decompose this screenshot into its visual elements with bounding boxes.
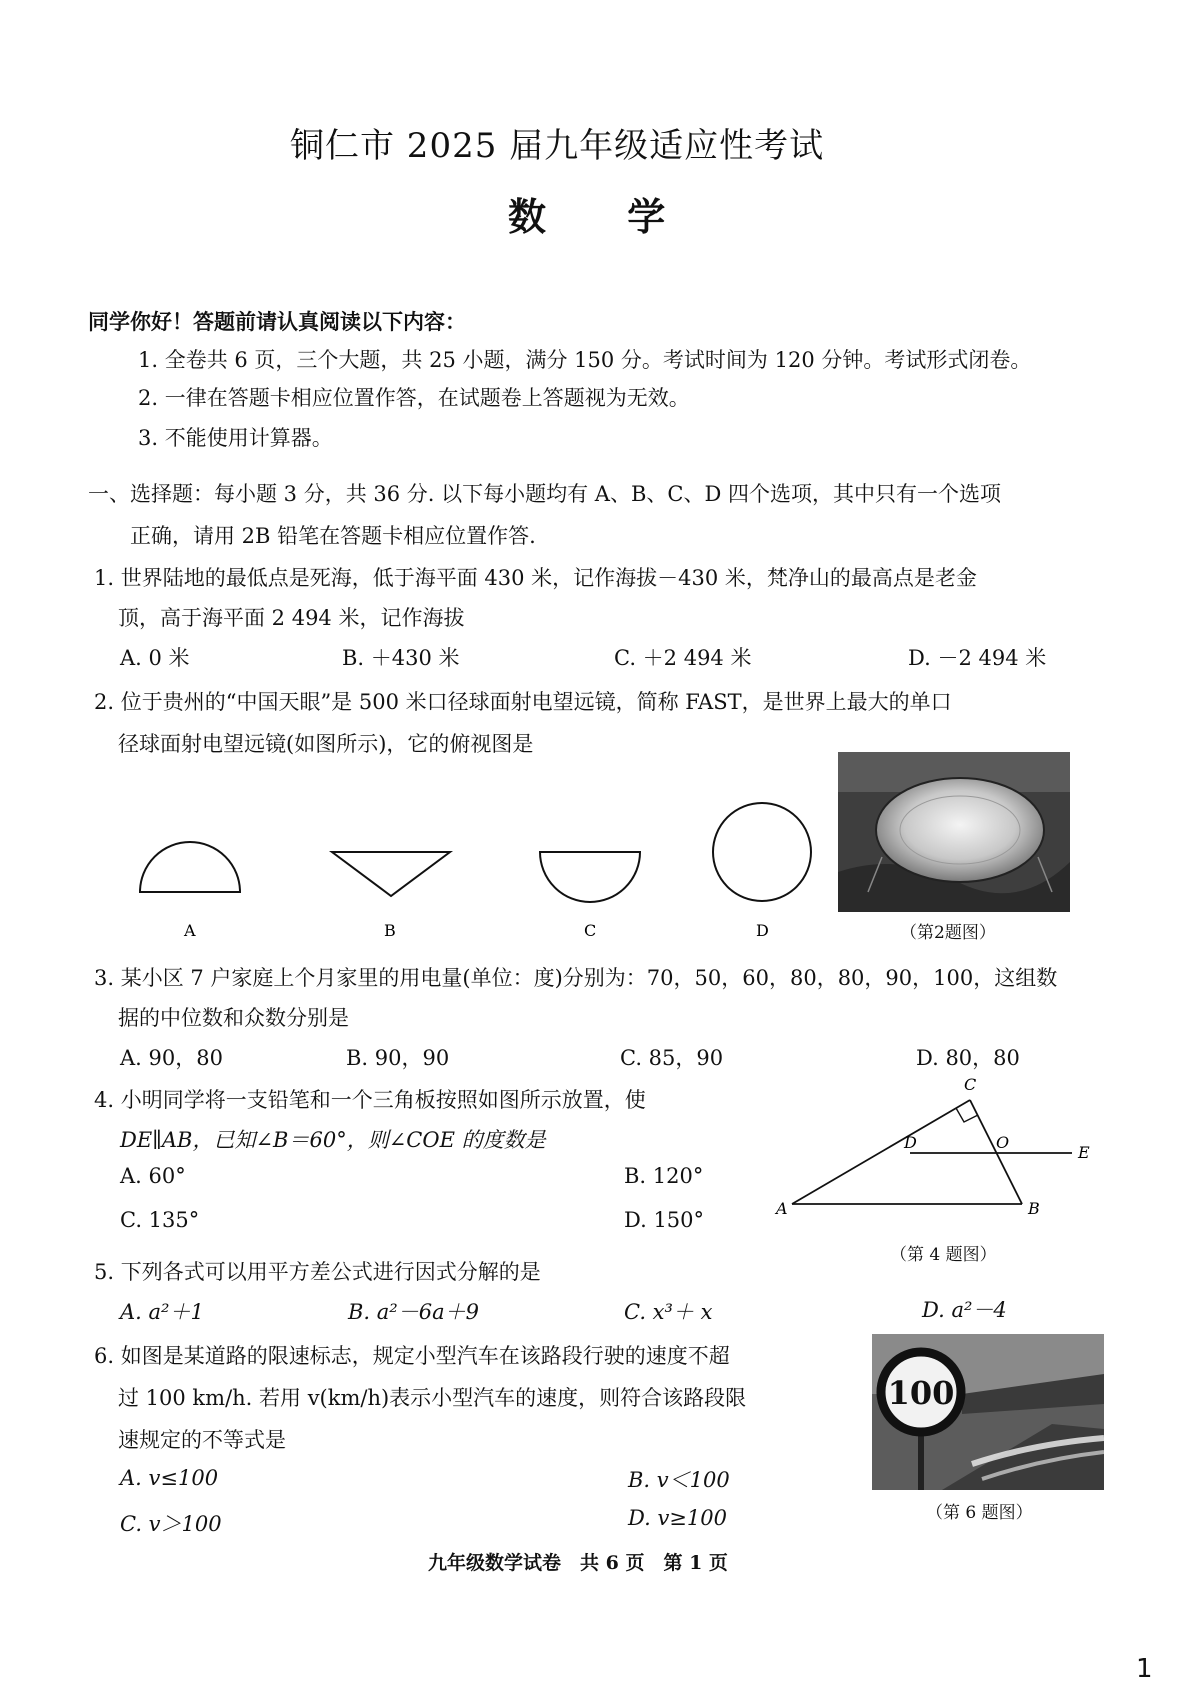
instruction-item: 3. 不能使用计算器。 bbox=[138, 426, 333, 450]
label-e: E bbox=[1078, 1143, 1090, 1162]
label-b: B bbox=[1028, 1199, 1040, 1218]
q1-option-c: C. ＋2 494 米 bbox=[614, 646, 752, 670]
q2-label-a: A bbox=[184, 921, 196, 940]
q4-triangle-figure bbox=[760, 1070, 1100, 1230]
q6-option-a: A. v≤100 bbox=[120, 1466, 219, 1490]
question-3: 3. 某小区 7 户家庭上个月家里的用电量(单位：度)分别为：70，50，60，80，80，90，100，这组数 bbox=[94, 966, 1058, 990]
q5-option-b: B. a²－6a＋9 bbox=[348, 1300, 479, 1324]
question-6-cont: 过 100 km/h. 若用 v(km/h)表示小型汽车的速度，则符合该路段限 bbox=[118, 1386, 747, 1410]
q5-option-a: A. a²＋1 bbox=[120, 1300, 204, 1324]
speed-limit-photo bbox=[872, 1334, 1104, 1490]
q2-label-b: B bbox=[384, 921, 396, 940]
q4-option-c: C. 135° bbox=[120, 1208, 200, 1232]
section-heading: 一、选择题：每小题 3 分，共 36 分. 以下每小题均有 A、B、C、D 四个选项，其中只有一个选项 bbox=[88, 482, 1001, 506]
q3-option-d: D. 80，80 bbox=[916, 1046, 1020, 1070]
question-4-cont: DE∥AB，已知∠B＝60°，则∠COE 的度数是 bbox=[120, 1128, 546, 1152]
q2-shape-a bbox=[140, 842, 240, 892]
question-1: 1. 世界陆地的最低点是死海，低于海平面 430 米，记作海拔－430 米，梵净山的最高点是老金 bbox=[94, 566, 977, 590]
q6-figure-caption: （第 6 题图） bbox=[926, 1503, 1033, 1523]
q1-option-d: D. －2 494 米 bbox=[908, 646, 1047, 670]
q5-option-d: D. a²－4 bbox=[922, 1298, 1007, 1322]
page-number: 1 bbox=[1136, 1654, 1153, 1684]
page-footer: 九年级数学试卷 共 6 页 第 1 页 bbox=[428, 1552, 728, 1574]
q3-option-b: B. 90，90 bbox=[346, 1046, 450, 1070]
label-a: A bbox=[776, 1199, 788, 1218]
q5-option-c: C. x³＋ x bbox=[624, 1300, 713, 1324]
q6-option-c: C. v＞100 bbox=[120, 1512, 222, 1536]
instruction-item: 1. 全卷共 6 页，三个大题，共 25 小题，满分 150 分。考试时间为 120 分钟。考试形式闭卷。 bbox=[138, 348, 1032, 372]
q2-label-d: D bbox=[756, 921, 769, 940]
question-1-cont: 顶，高于海平面 2 494 米，记作海拔 bbox=[118, 606, 465, 630]
q1-option-a: A. 0 米 bbox=[120, 646, 190, 670]
q1-option-b: B. ＋430 米 bbox=[342, 646, 460, 670]
fast-telescope-photo bbox=[838, 752, 1070, 912]
question-5: 5. 下列各式可以用平方差公式进行因式分解的是 bbox=[94, 1260, 541, 1284]
q2-figure-caption: （第2题图） bbox=[900, 923, 996, 943]
q6-option-b: B. v＜100 bbox=[628, 1468, 730, 1492]
q2-shape-d bbox=[713, 803, 811, 901]
q2-shape-b bbox=[332, 852, 450, 896]
question-2: 2. 位于贵州的“中国天眼”是 500 米口径球面射电望远镜，简称 FAST，是世界上最大的单口 bbox=[94, 690, 952, 714]
label-d: D bbox=[904, 1133, 917, 1152]
exam-title: 铜仁市 2025 届九年级适应性考试 bbox=[290, 126, 825, 166]
question-4: 4. 小明同学将一支铅笔和一个三角板按照如图所示放置，使 bbox=[94, 1088, 646, 1112]
question-6-cont2: 速规定的不等式是 bbox=[118, 1428, 286, 1452]
instruction-item: 2. 一律在答题卡相应位置作答，在试题卷上答题视为无效。 bbox=[138, 386, 690, 410]
q6-option-d: D. v≥100 bbox=[628, 1506, 727, 1530]
subject-title: 数 学 bbox=[508, 194, 700, 239]
question-6: 6. 如图是某道路的限速标志，规定小型汽车在该路段行驶的速度不超 bbox=[94, 1344, 730, 1368]
section-heading-cont: 正确，请用 2B 铅笔在答题卡相应位置作答. bbox=[130, 524, 536, 548]
q3-option-a: A. 90，80 bbox=[120, 1046, 223, 1070]
q4-figure-caption: （第 4 题图） bbox=[890, 1245, 997, 1265]
q4-option-b: B. 120° bbox=[624, 1164, 704, 1188]
speed-sign-text: 100 bbox=[887, 1374, 955, 1412]
question-3-cont: 据的中位数和众数分别是 bbox=[118, 1006, 349, 1030]
label-c: C bbox=[964, 1075, 977, 1094]
q3-option-c: C. 85，90 bbox=[620, 1046, 724, 1070]
question-2-cont: 径球面射电望远镜(如图所示)，它的俯视图是 bbox=[118, 732, 534, 756]
q2-label-c: C bbox=[584, 921, 597, 940]
q4-option-d: D. 150° bbox=[624, 1208, 705, 1232]
instructions-heading: 同学你好！答题前请认真阅读以下内容： bbox=[88, 309, 466, 334]
q2-shape-c bbox=[540, 852, 640, 902]
q4-option-a: A. 60° bbox=[120, 1164, 186, 1188]
label-o: O bbox=[996, 1133, 1010, 1152]
